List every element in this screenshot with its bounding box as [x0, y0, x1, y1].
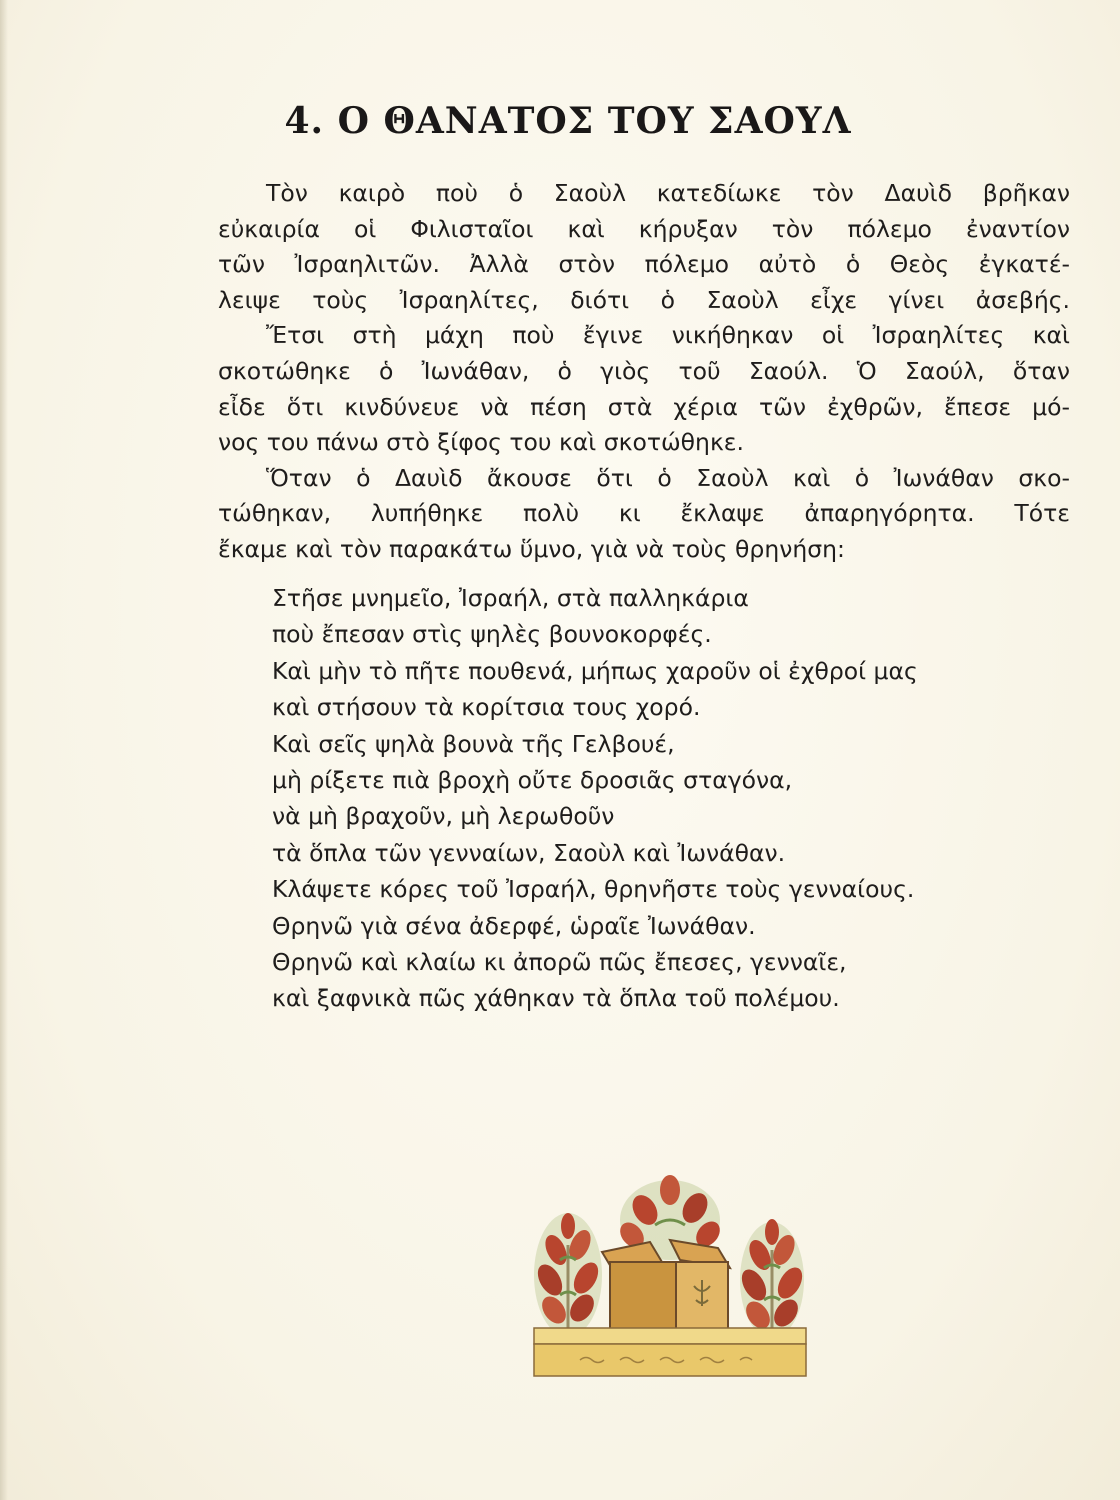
text-line: Ὅταν ὁ Δαυὶδ ἄκουσε ὅτι ὁ Σαοὺλ καὶ ὁ Ἰωνάθαν σκο-	[266, 463, 1070, 492]
tomb-with-trees-icon	[520, 1150, 820, 1380]
paragraph	[218, 461, 1070, 568]
text-line: σκοτώθηκε ὁ Ἰωνάθαν, ὁ γιὸς τοῦ Σαούλ. Ὁ Σαούλ, ὅταν	[218, 356, 1070, 385]
text-line: Τὸν καιρὸ ποὺ ὁ Σαοὺλ κατεδίωκε τὸν Δαυὶδ βρῆκαν	[266, 179, 1070, 207]
page-edge-shadow	[0, 0, 8, 1500]
poem-line: καὶ ξαφνικὰ πῶς χάθηκαν τὰ ὅπλα τοῦ πολέμου.	[272, 984, 840, 1013]
text-line: ἔκαμε καὶ τὸν παρακάτω ὕμνο, γιὰ νὰ τοὺς θρηνήση:	[218, 534, 845, 563]
poem-line: μὴ ρίξετε πιὰ βροχὴ οὔτε δροσιᾶς σταγόνα,	[272, 766, 793, 795]
paragraph	[218, 318, 1070, 460]
poem-line: νὰ μὴ βραχοῦν, μὴ λερωθοῦν	[272, 802, 615, 831]
poem-line: Καὶ σεῖς ψηλὰ βουνὰ τῆς Γελβουέ,	[272, 729, 675, 758]
text-line: τώθηκαν, λυπήθηκε πολὺ κι ἔκλαψε ἀπαρηγόρητα. Τότε	[218, 499, 1070, 528]
right-tree-icon	[737, 1219, 807, 1340]
poem-line: τὰ ὅπλα τῶν γενναίων, Σαοὺλ καὶ Ἰωνάθαν.	[272, 838, 786, 867]
text-line: εὐκαιρία οἱ Φιλισταῖοι καὶ κήρυξαν τὸν πόλεμο ἐναντίον	[218, 214, 1070, 243]
left-tree-icon	[533, 1213, 603, 1340]
prose-text	[218, 176, 1070, 568]
paragraph	[218, 176, 1070, 318]
poem-line: ποὺ ἔπεσαν στὶς ψηλὲς βουνοκορφές.	[272, 620, 712, 649]
text-line: νος του πάνω στὸ ξίφος του καὶ σκοτώθηκε.	[218, 428, 744, 457]
text-line: εἶδε ὅτι κινδύνευε νὰ πέση στὰ χέρια τῶν ἐχθρῶν, ἔπεσε μό-	[218, 392, 1070, 421]
poem-line: Θρηνῶ καὶ κλαίω κι ἀπορῶ πῶς ἔπεσες, γενναῖε,	[272, 948, 847, 977]
poem-line: Κλάψετε κόρες τοῦ Ἰσραήλ, θρηνῆστε τοὺς γενναίους.	[272, 875, 915, 904]
lament-poem	[272, 580, 918, 1017]
chapter-title: 4. Ο ΘΑΝΑΤΟΣ ΤΟΥ ΣΑΟΥΛ	[284, 100, 852, 142]
text-line: λειψε τοὺς Ἰσραηλίτες, διότι ὁ Σαοὺλ εἶχε γίνει ἀσεβής.	[218, 285, 1070, 314]
stone-base-icon	[534, 1328, 806, 1376]
poem-line: Στῆσε μνημεῖο, Ἰσραήλ, στὰ παλληκάρια	[272, 584, 749, 612]
text-line: Ἔτσι στὴ μάχη ποὺ ἔγινε νικήθηκαν οἱ Ἰσραηλίτες καὶ	[266, 321, 1070, 350]
poem-line: Καὶ μὴν τὸ πῆτε πουθενά, μήπως χαροῦν οἱ ἐχθροί μας	[272, 656, 918, 685]
poem-line: καὶ στήσουν τὰ κορίτσια τους χορό.	[272, 693, 701, 722]
poem-line: Θρηνῶ γιὰ σένα ἀδερφέ, ὡραῖε Ἰωνάθαν.	[272, 911, 756, 940]
text-line: τῶν Ἰσραηλιτῶν. Ἀλλὰ στὸν πόλεμο αὐτὸ ὁ Θεὸς ἐγκατέ-	[218, 250, 1070, 279]
